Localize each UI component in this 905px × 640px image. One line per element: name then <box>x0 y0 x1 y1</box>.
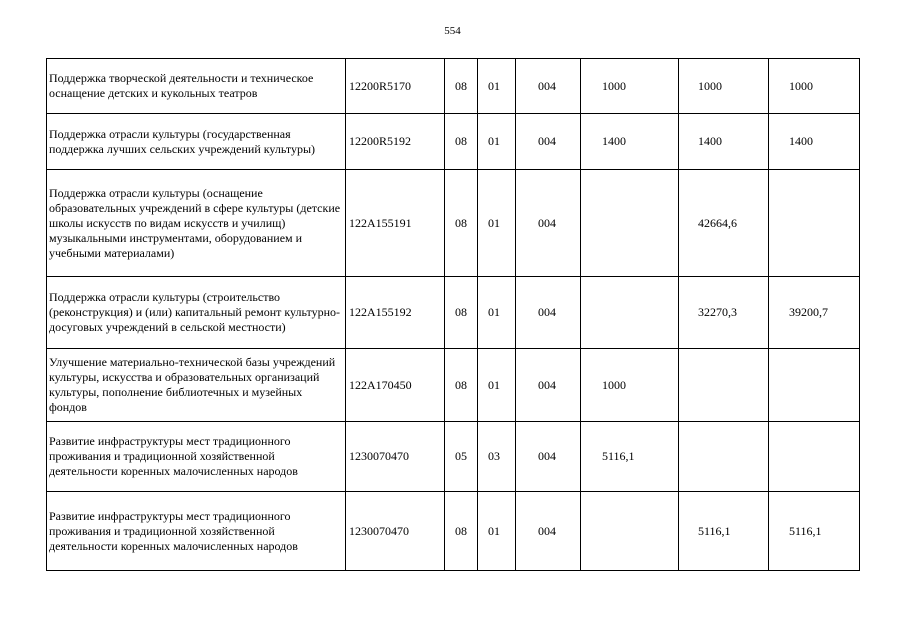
amount-year1-cell <box>581 277 679 349</box>
csr-code-cell: 12200R5170 <box>346 59 445 114</box>
table-row <box>47 349 860 422</box>
amount-year1-cell: 5116,1 <box>581 422 679 492</box>
amount-year3-cell <box>769 422 860 492</box>
section-cell: 08 <box>445 114 478 170</box>
subsection-cell: 01 <box>478 114 516 170</box>
budget-table <box>46 58 860 571</box>
subsection-cell: 01 <box>478 170 516 277</box>
row-name-cell: Поддержка отрасли культуры (оснащение образовательных учреждений в сфере культуры (детские школы искусств по видам искусств и училищ) музыкальными инструментами, оборудованием и учебными материалами) <box>47 170 346 277</box>
amount-year2-cell: 42664,6 <box>679 170 769 277</box>
row-name-cell: Поддержка отрасли культуры (строительство (реконструкция) и (или) капитальный ремонт культурно-досуговых учреждений в сельской местности) <box>47 277 346 349</box>
section-cell: 08 <box>445 349 478 422</box>
expense-type-cell: 004 <box>516 422 581 492</box>
table-row <box>47 492 860 571</box>
csr-code-cell: 12200R5192 <box>346 114 445 170</box>
amount-year2-cell: 32270,3 <box>679 277 769 349</box>
csr-code-cell: 122А155191 <box>346 170 445 277</box>
amount-year2-cell: 1400 <box>679 114 769 170</box>
amount-year3-cell: 39200,7 <box>769 277 860 349</box>
expense-type-cell: 004 <box>516 114 581 170</box>
expense-type-cell: 004 <box>516 492 581 571</box>
csr-code-cell: 122А155192 <box>346 277 445 349</box>
table-row <box>47 59 860 114</box>
table-row <box>47 170 860 277</box>
page-number: 554 <box>444 25 461 37</box>
expense-type-cell: 004 <box>516 59 581 114</box>
amount-year1-cell: 1000 <box>581 349 679 422</box>
subsection-cell: 01 <box>478 59 516 114</box>
amount-year3-cell: 5116,1 <box>769 492 860 571</box>
table-row <box>47 277 860 349</box>
amount-year2-cell <box>679 349 769 422</box>
amount-year2-cell: 5116,1 <box>679 492 769 571</box>
amount-year3-cell <box>769 170 860 277</box>
subsection-cell: 01 <box>478 349 516 422</box>
amount-year1-cell: 1000 <box>581 59 679 114</box>
section-cell: 05 <box>445 422 478 492</box>
amount-year2-cell: 1000 <box>679 59 769 114</box>
row-name-cell: Поддержка отрасли культуры (государственная поддержка лучших сельских учреждений культуры) <box>47 114 346 170</box>
expense-type-cell: 004 <box>516 277 581 349</box>
subsection-cell: 01 <box>478 492 516 571</box>
amount-year3-cell: 1400 <box>769 114 860 170</box>
amount-year1-cell <box>581 492 679 571</box>
csr-code-cell: 1230070470 <box>346 492 445 571</box>
section-cell: 08 <box>445 170 478 277</box>
csr-code-cell: 122А170450 <box>346 349 445 422</box>
section-cell: 08 <box>445 492 478 571</box>
section-cell: 08 <box>445 277 478 349</box>
expense-type-cell: 004 <box>516 349 581 422</box>
subsection-cell: 03 <box>478 422 516 492</box>
section-cell: 08 <box>445 59 478 114</box>
expense-type-cell: 004 <box>516 170 581 277</box>
amount-year1-cell: 1400 <box>581 114 679 170</box>
row-name-cell: Развитие инфраструктуры мест традиционного проживания и традиционной хозяйственной деятельности коренных малочисленных народов <box>47 492 346 571</box>
amount-year2-cell <box>679 422 769 492</box>
csr-code-cell: 1230070470 <box>346 422 445 492</box>
subsection-cell: 01 <box>478 277 516 349</box>
row-name-cell: Развитие инфраструктуры мест традиционного проживания и традиционной хозяйственной деятельности коренных малочисленных народов <box>47 422 346 492</box>
amount-year3-cell: 1000 <box>769 59 860 114</box>
row-name-cell: Поддержка творческой деятельности и техническое оснащение детских и кукольных театров <box>47 59 346 114</box>
table-row <box>47 422 860 492</box>
row-name-cell: Улучшение материально-технической базы учреждений культуры, искусства и образовательных организаций культуры, пополнение библиотечных и музейных фондов <box>47 349 346 422</box>
amount-year1-cell <box>581 170 679 277</box>
amount-year3-cell <box>769 349 860 422</box>
table-row <box>47 114 860 170</box>
